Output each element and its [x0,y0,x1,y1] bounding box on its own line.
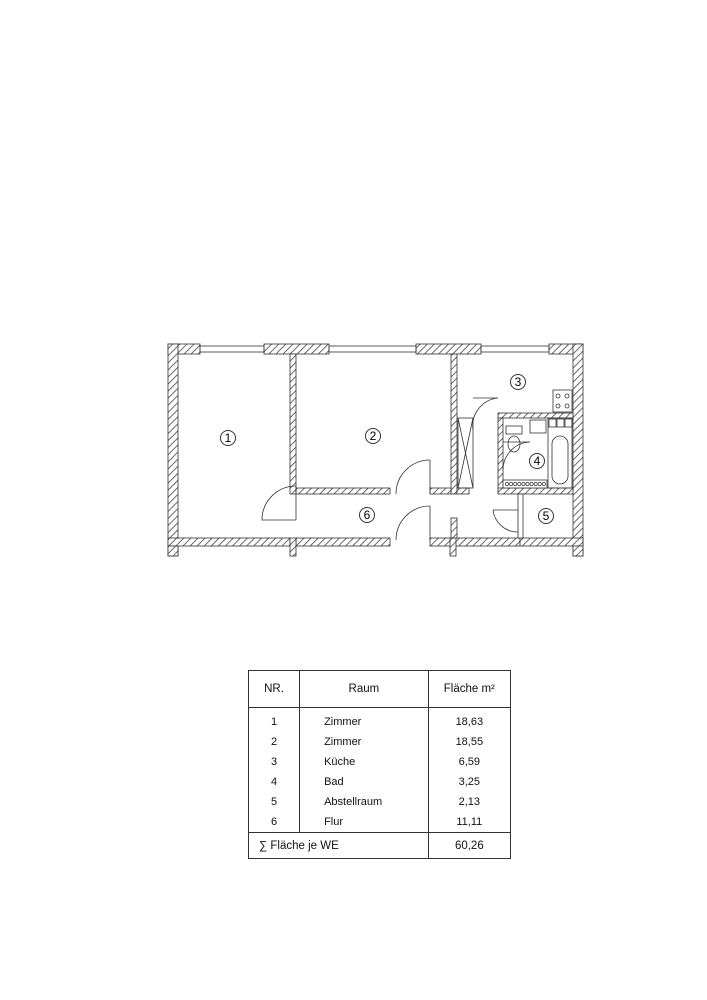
table-row [249,752,511,772]
row-nr: 6 [249,812,300,833]
total-label-cell [249,833,429,859]
room-label-6 [360,508,375,523]
room-label-5 [539,509,554,524]
radiator [503,480,547,488]
row-raum: Flur [300,812,429,833]
row-nr: 5 [249,792,300,812]
row-flaeche: 6,59 [428,752,510,772]
room-label-4 [530,454,545,469]
svg-text:5: 5 [542,509,550,523]
total-label: Fläche je WE [270,839,339,852]
row-raum: Abstellraum [300,792,429,812]
row-nr: 2 [249,732,300,752]
svg-text:6: 6 [363,508,371,522]
sum-symbol: ∑ [259,839,268,852]
row-flaeche: 18,63 [428,708,510,733]
svg-text:1: 1 [224,431,232,445]
table-header-row [249,671,511,708]
table-row [249,772,511,792]
row-nr: 3 [249,752,300,772]
row-flaeche: 18,55 [428,732,510,752]
room-label-1 [221,431,236,446]
header-raum: Raum [300,671,429,708]
row-raum: Zimmer [300,708,429,733]
svg-text:2: 2 [369,429,377,443]
svg-text:3: 3 [514,375,522,389]
row-flaeche: 11,11 [428,812,510,833]
room-label-3 [511,375,526,390]
row-raum: Zimmer [300,732,429,752]
room-labels [221,375,554,524]
svg-text:4: 4 [533,454,541,468]
header-flaeche: Fläche m² [428,671,510,708]
table-row [249,732,511,752]
row-flaeche: 3,25 [428,772,510,792]
total-value: 60,26 [428,833,510,859]
row-raum: Küche [300,752,429,772]
row-raum: Bad [300,772,429,792]
bath-fixtures [506,418,572,488]
area-table [248,670,511,859]
room-label-2 [366,429,381,444]
installation-shaft [458,418,473,488]
table-row [249,708,511,733]
total-row [249,833,511,859]
row-nr: 4 [249,772,300,792]
row-nr: 1 [249,708,300,733]
header-nr: NR. [249,671,300,708]
table-row [249,792,511,812]
row-flaeche: 2,13 [428,792,510,812]
doors [262,398,530,540]
stove-icon [553,390,572,412]
table-row [249,812,511,833]
